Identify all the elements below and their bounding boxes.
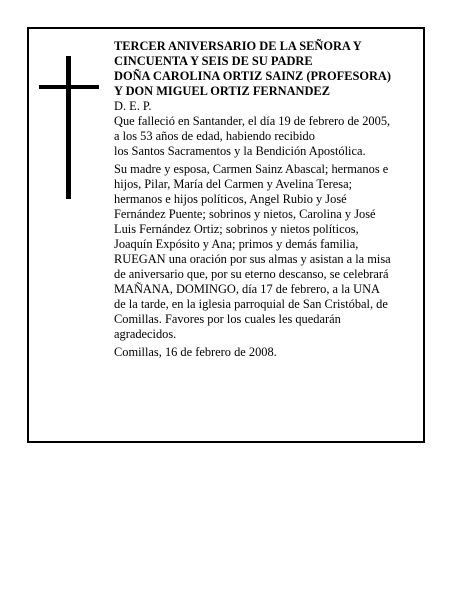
body-line: Comillas. Favores por los cuales les quedarán bbox=[114, 312, 341, 326]
body-line: Fernández Puente; sobrinos y nietos, Carolina y José bbox=[114, 207, 376, 221]
heading-line: Y DON MIGUEL ORTIZ FERNANDEZ bbox=[114, 84, 330, 98]
cross-horizontal-bar bbox=[39, 85, 99, 89]
family-paragraph bbox=[114, 162, 424, 342]
cross-icon bbox=[39, 56, 99, 199]
notice-text bbox=[114, 39, 424, 360]
death-line: Que falleció en Santander, el día 19 de febrero de 2005, bbox=[114, 114, 391, 128]
notice-heading bbox=[114, 39, 424, 99]
death-line: a los 53 años de edad, habiendo recibido bbox=[114, 129, 315, 143]
death-line: los Santos Sacramentos y la Bendición Apostólica. bbox=[114, 144, 366, 158]
body-line: hijos, Pilar, María del Carmen y Avelina Teresa; bbox=[114, 177, 353, 191]
heading-line: DOÑA CAROLINA ORTIZ SAINZ (PROFESORA) bbox=[114, 69, 392, 83]
obituary-notice bbox=[27, 27, 425, 443]
dep-line: D. E. P. bbox=[114, 99, 152, 113]
body-line: de la tarde, en la iglesia parroquial de San Cristóbal, de bbox=[114, 297, 388, 311]
body-line: de aniversario que, por su eterno descanso, se celebrará bbox=[114, 267, 389, 281]
body-line: Su madre y esposa, Carmen Sainz Abascal; hermanos e bbox=[114, 162, 389, 176]
heading-line: CINCUENTA Y SEIS DE SU PADRE bbox=[114, 54, 313, 68]
body-line: agradecidos. bbox=[114, 327, 177, 341]
heading-line: TERCER ANIVERSARIO DE LA SEÑORA Y bbox=[114, 39, 362, 53]
body-line: RUEGAN una oración por sus almas y asistan a la misa bbox=[114, 252, 391, 266]
death-info bbox=[114, 114, 424, 159]
cross-vertical-bar bbox=[66, 56, 71, 199]
body-line: hermanos e hijos políticos, Angel Rubio y José bbox=[114, 192, 347, 206]
closing-line: Comillas, 16 de febrero de 2008. bbox=[114, 345, 277, 359]
body-line: Luis Fernández Ortiz; sobrinos y nietos políticos, bbox=[114, 222, 359, 236]
body-line: MAÑANA, DOMINGO, día 17 de febrero, a la UNA bbox=[114, 282, 380, 296]
body-line: Joaquín Expósito y Ana; primos y demás familia, bbox=[114, 237, 359, 251]
